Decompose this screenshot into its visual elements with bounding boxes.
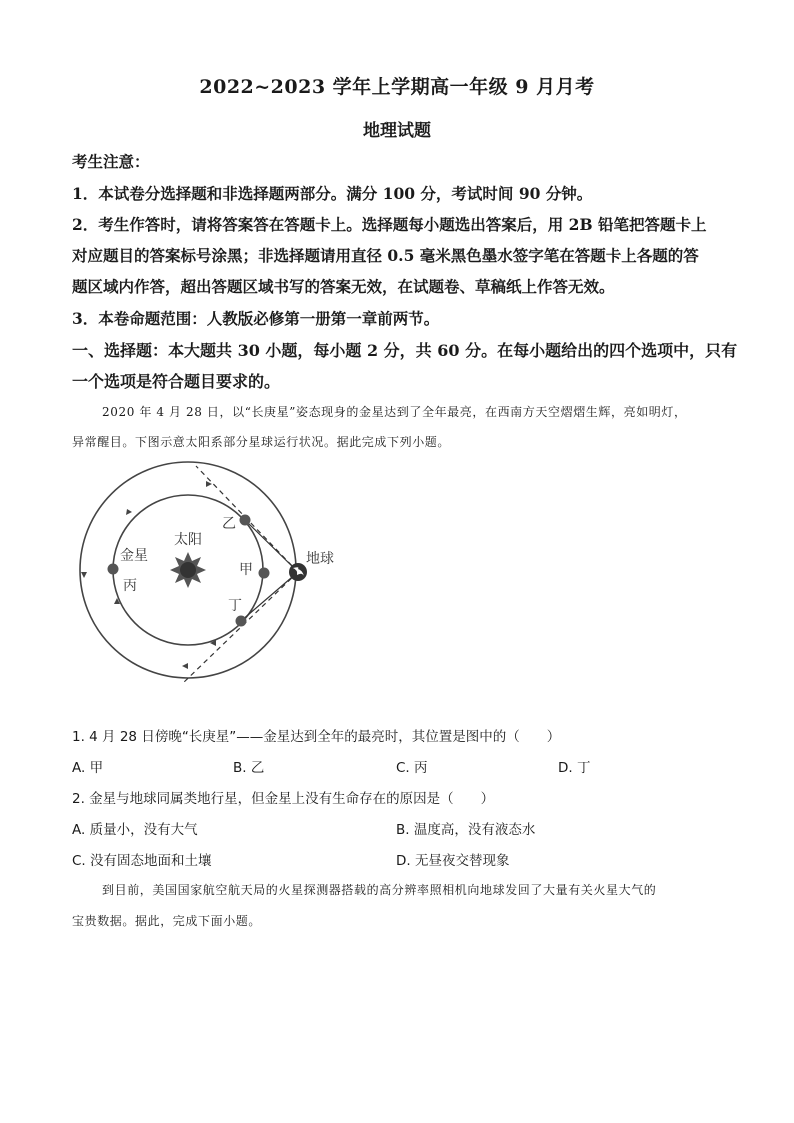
option-a: A. 质量小，没有大气 [72, 822, 198, 838]
venus-position-yi [240, 515, 251, 526]
venus-label: 金星 [120, 548, 148, 564]
earth-icon [289, 563, 307, 581]
passage-text: 异常醒目。下图示意太阳系部分星球运行状况。据此完成下列小题。 [72, 435, 451, 449]
passage-text: 宝贵数据。据此，完成下面小题。 [72, 914, 262, 928]
passage-text: 2020 年 4 月 28 日，以“长庚星”姿态现身的金星达到了全年最亮，在西南方天空熠熠生辉，亮如明灯， [102, 405, 687, 419]
option-c: C. 丙 [396, 760, 428, 776]
solar-system-diagram [70, 460, 350, 700]
orbit-arrow-icon [81, 572, 87, 578]
position-yi-label: 乙 [222, 516, 236, 532]
position-ding-label: 丁 [228, 598, 242, 614]
exam-subject: 地理试题 [363, 121, 431, 141]
notice-line: 1．本试卷分选择题和非选择题两部分。满分 100 分，考试时间 90 分钟。 [72, 184, 593, 203]
venus-position-ding [236, 616, 247, 627]
option-b: B. 温度高，没有液态水 [396, 822, 536, 838]
sun-label: 太阳 [174, 532, 202, 548]
option-d: D. 丁 [558, 760, 591, 776]
passage-text: 到目前，美国国家航空航天局的火星探测器搭载的高分辨率照相机向地球发回了大量有关火星大气的 [102, 883, 657, 897]
exam-title: 2022~2023 学年上学期高一年级 9 月月考 [199, 76, 595, 98]
question-stem: 2. 金星与地球同属类地行星，但金星上没有生命存在的原因是（ ） [72, 791, 495, 807]
section-heading-cont: 一个选项是符合题目要求的。 [72, 372, 281, 391]
option-a: A. 甲 [72, 760, 104, 776]
orbit-arrow-icon [182, 663, 188, 669]
notice-line: 2．考生作答时，请将答案答在答题卡上。选择题每小题选出答案后，用 2B 铅笔把答题卡上 [72, 215, 707, 234]
section-heading: 一、选择题：本大题共 30 小题，每小题 2 分，共 60 分。在每小题给出的四个选项中，只有 [72, 341, 738, 360]
question-stem: 1. 4 月 28 日傍晚“长庚星”——金星达到全年的最亮时，其位置是图中的（ ） [72, 729, 561, 745]
option-d: D. 无昼夜交替现象 [396, 853, 510, 869]
option-b: B. 乙 [233, 760, 265, 776]
venus-position-jia [259, 568, 270, 579]
orbit-arrow-icon [126, 509, 132, 515]
orbit-arrow-icon [206, 481, 212, 487]
notice-line: 对应题目的答案标号涂黑；非选择题请用直径 0.5 毫米黑色墨水签字笔在答题卡上各题的答 [72, 246, 699, 265]
sun-icon [170, 552, 206, 588]
notice-heading: 考生注意： [72, 152, 150, 171]
notice-line: 3．本卷命题范围：人教版必修第一册第一章前两节。 [72, 309, 440, 328]
venus-position-bing [108, 564, 119, 575]
notice-line: 题区域内作答，超出答题区域书写的答案无效，在试题卷、草稿纸上作答无效。 [72, 277, 615, 296]
earth-label: 地球 [306, 551, 334, 567]
position-jia-label: 甲 [239, 562, 253, 578]
option-c: C. 没有固态地面和土壤 [72, 853, 212, 869]
position-bing-label: 丙 [123, 578, 137, 594]
sight-line [241, 572, 298, 621]
sight-line [182, 572, 298, 684]
